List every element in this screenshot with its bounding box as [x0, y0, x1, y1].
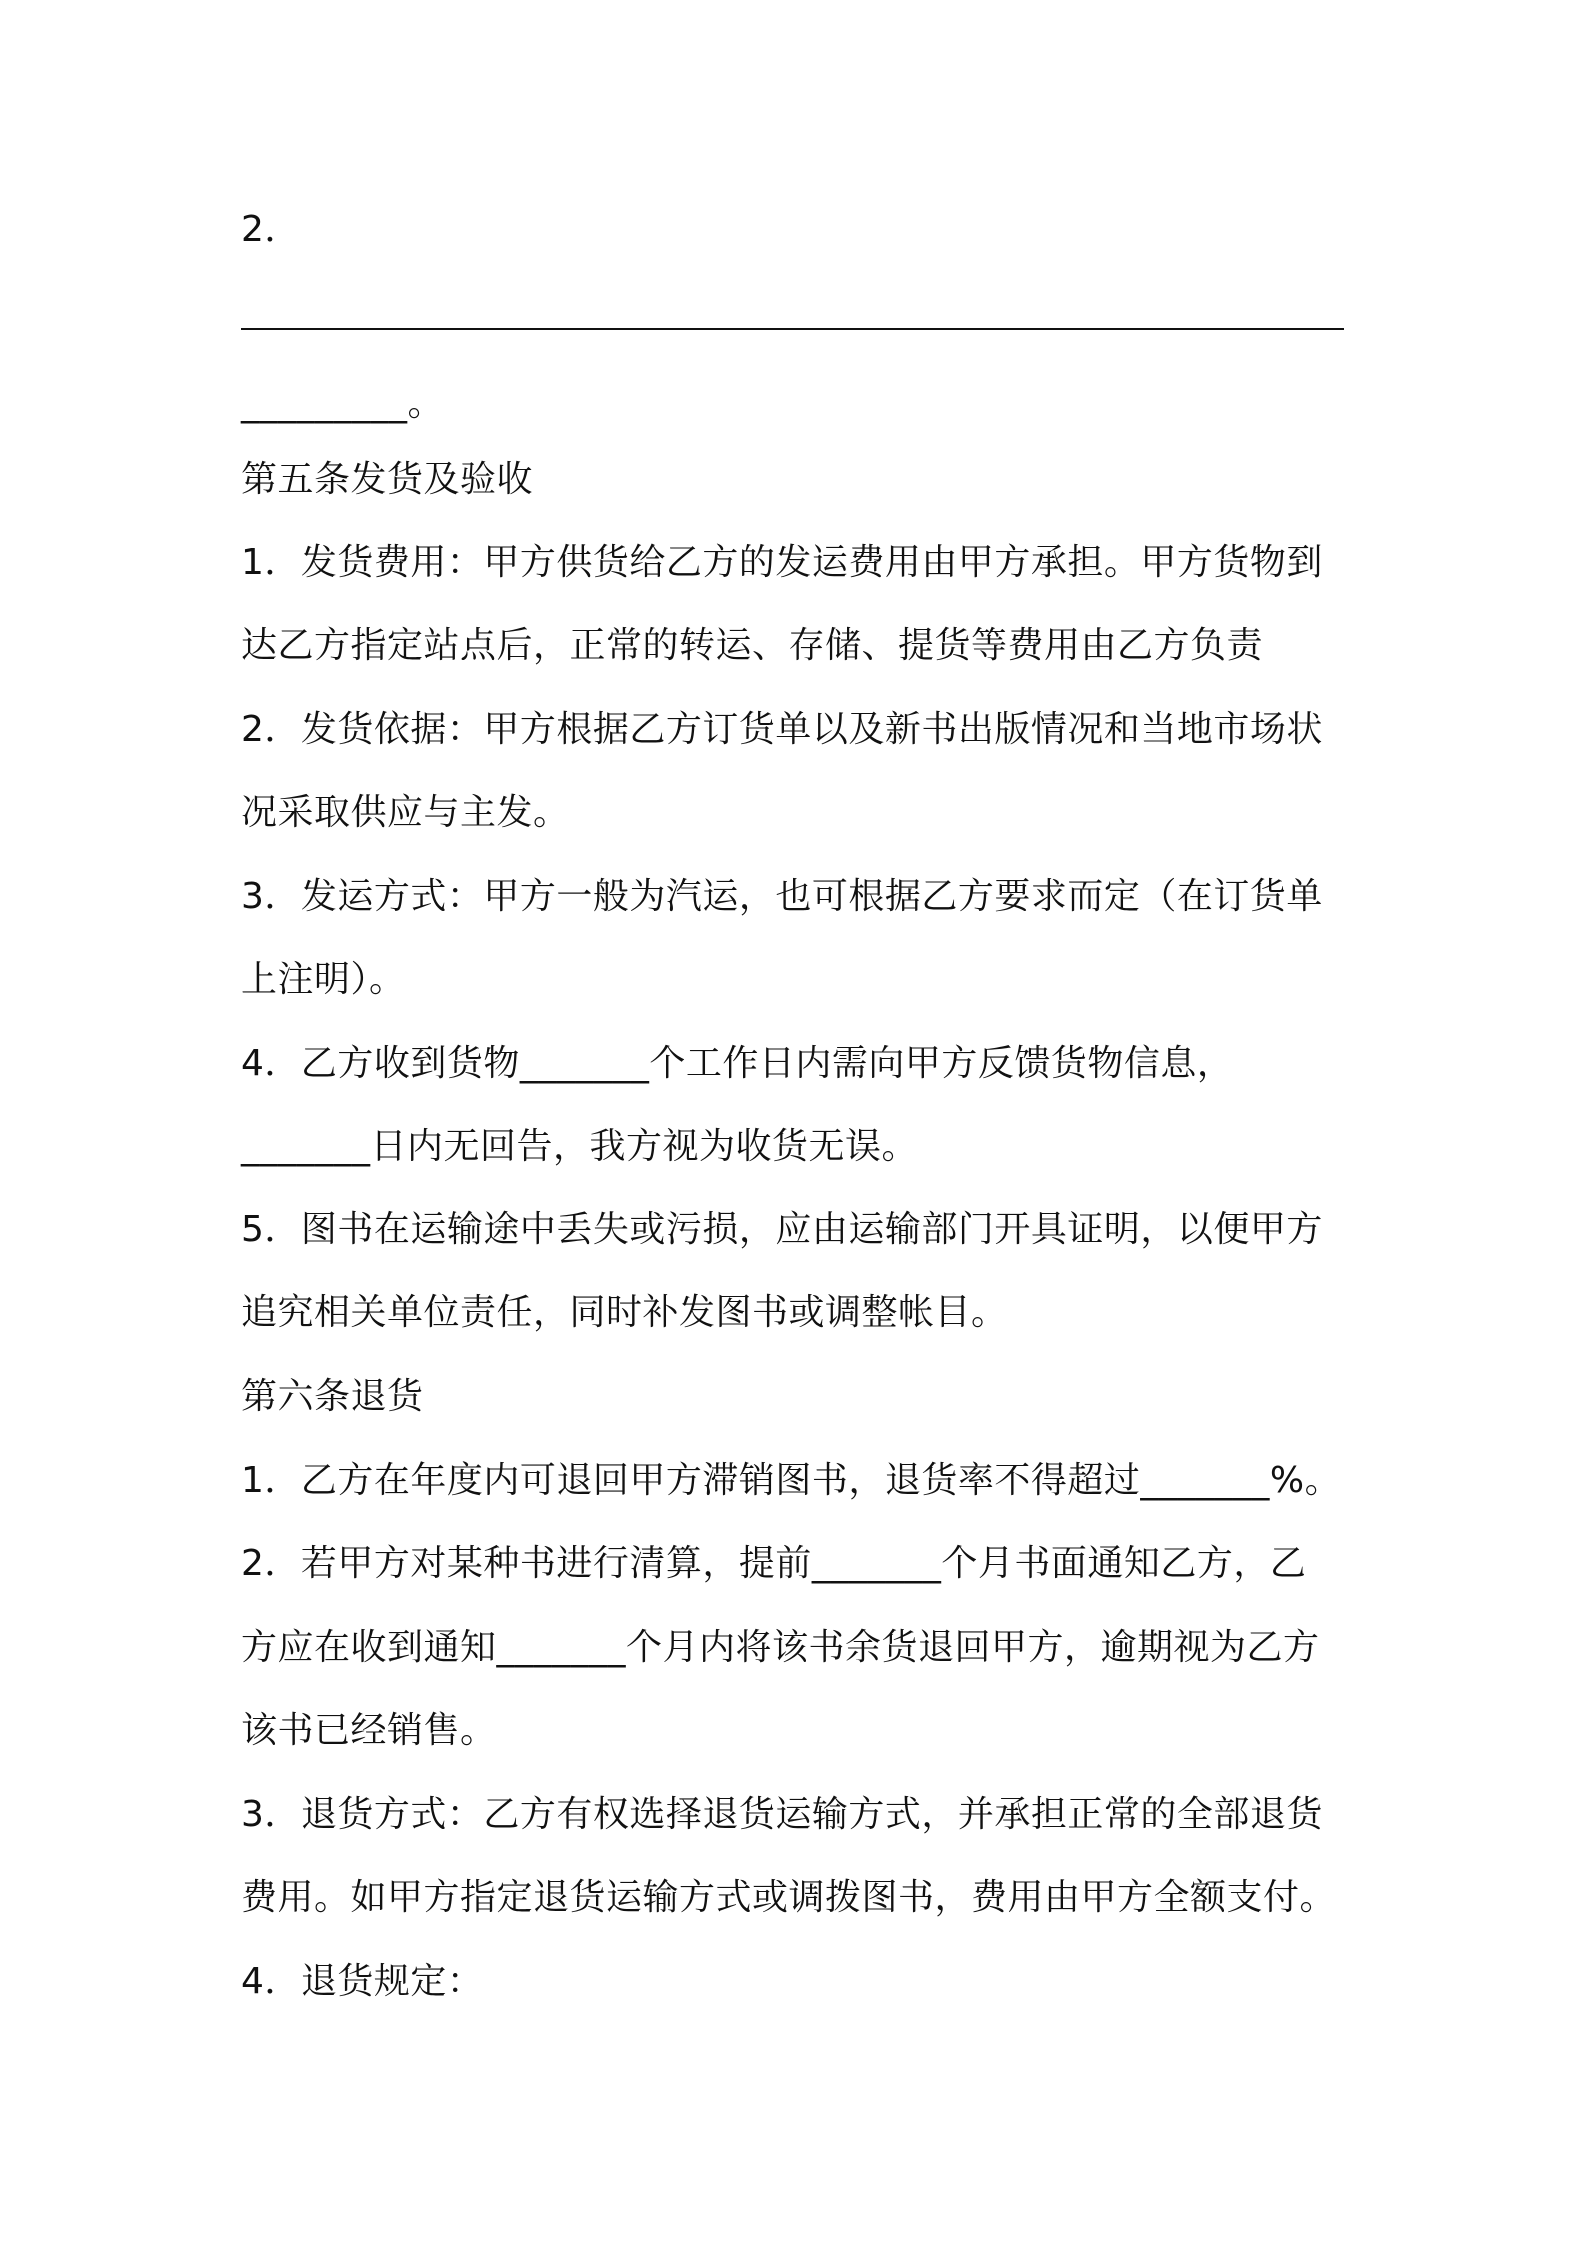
section-heading-6: 第六条退货: [241, 1376, 424, 1417]
paragraph-line: 3．退货方式：乙方有权选择退货运输方式，并承担正常的全部退货: [241, 1794, 1323, 1835]
paragraph-line: 方应在收到通知_______个月内将该书余货退回甲方，逾期视为乙方: [241, 1627, 1320, 1668]
paragraph-line: _______日内无回告，我方视为收货无误。: [241, 1126, 919, 1167]
item-number-2: 2．: [241, 209, 301, 250]
paragraph-line: 费用。如甲方指定退货运输方式或调拨图书，费用由甲方全额支付。: [241, 1877, 1337, 1918]
section-heading-5: 第五条发货及验收: [241, 459, 534, 500]
paragraph-line: 追究相关单位责任，同时补发图书或调整帐目。: [241, 1292, 1008, 1333]
paragraph-line: 1．发货费用：甲方供货给乙方的发运费用由甲方承担。甲方货物到: [241, 542, 1323, 583]
paragraph-line: 上注明）。: [241, 959, 406, 1000]
paragraph-line: 1．乙方在年度内可退回甲方滞销图书，退货率不得超过_______%。: [241, 1460, 1342, 1501]
paragraph-line: 况采取供应与主发。: [241, 792, 570, 833]
paragraph-line: 4．退货规定：: [241, 1961, 484, 2002]
paragraph-line: 2．若甲方对某种书进行清算，提前_______个月书面通知乙方，乙: [241, 1543, 1307, 1584]
paragraph-line: 该书已经销售。: [241, 1710, 497, 1751]
blank-line-end: _________。: [241, 383, 445, 424]
paragraph-line: 5．图书在运输途中丢失或污损，应由运输部门开具证明，以便甲方: [241, 1209, 1323, 1250]
paragraph-line: 2．发货依据：甲方根据乙方订货单以及新书出版情况和当地市场状: [241, 709, 1323, 750]
paragraph-line: 达乙方指定站点后，正常的转运、存储、提货等费用由乙方负责: [241, 625, 1264, 666]
fill-in-blank-line: [241, 328, 1344, 330]
paragraph-line: 3．发运方式：甲方一般为汽运，也可根据乙方要求而定（在订货单: [241, 876, 1323, 917]
paragraph-line: 4．乙方收到货物_______个工作日内需向甲方反馈货物信息，: [241, 1043, 1234, 1084]
